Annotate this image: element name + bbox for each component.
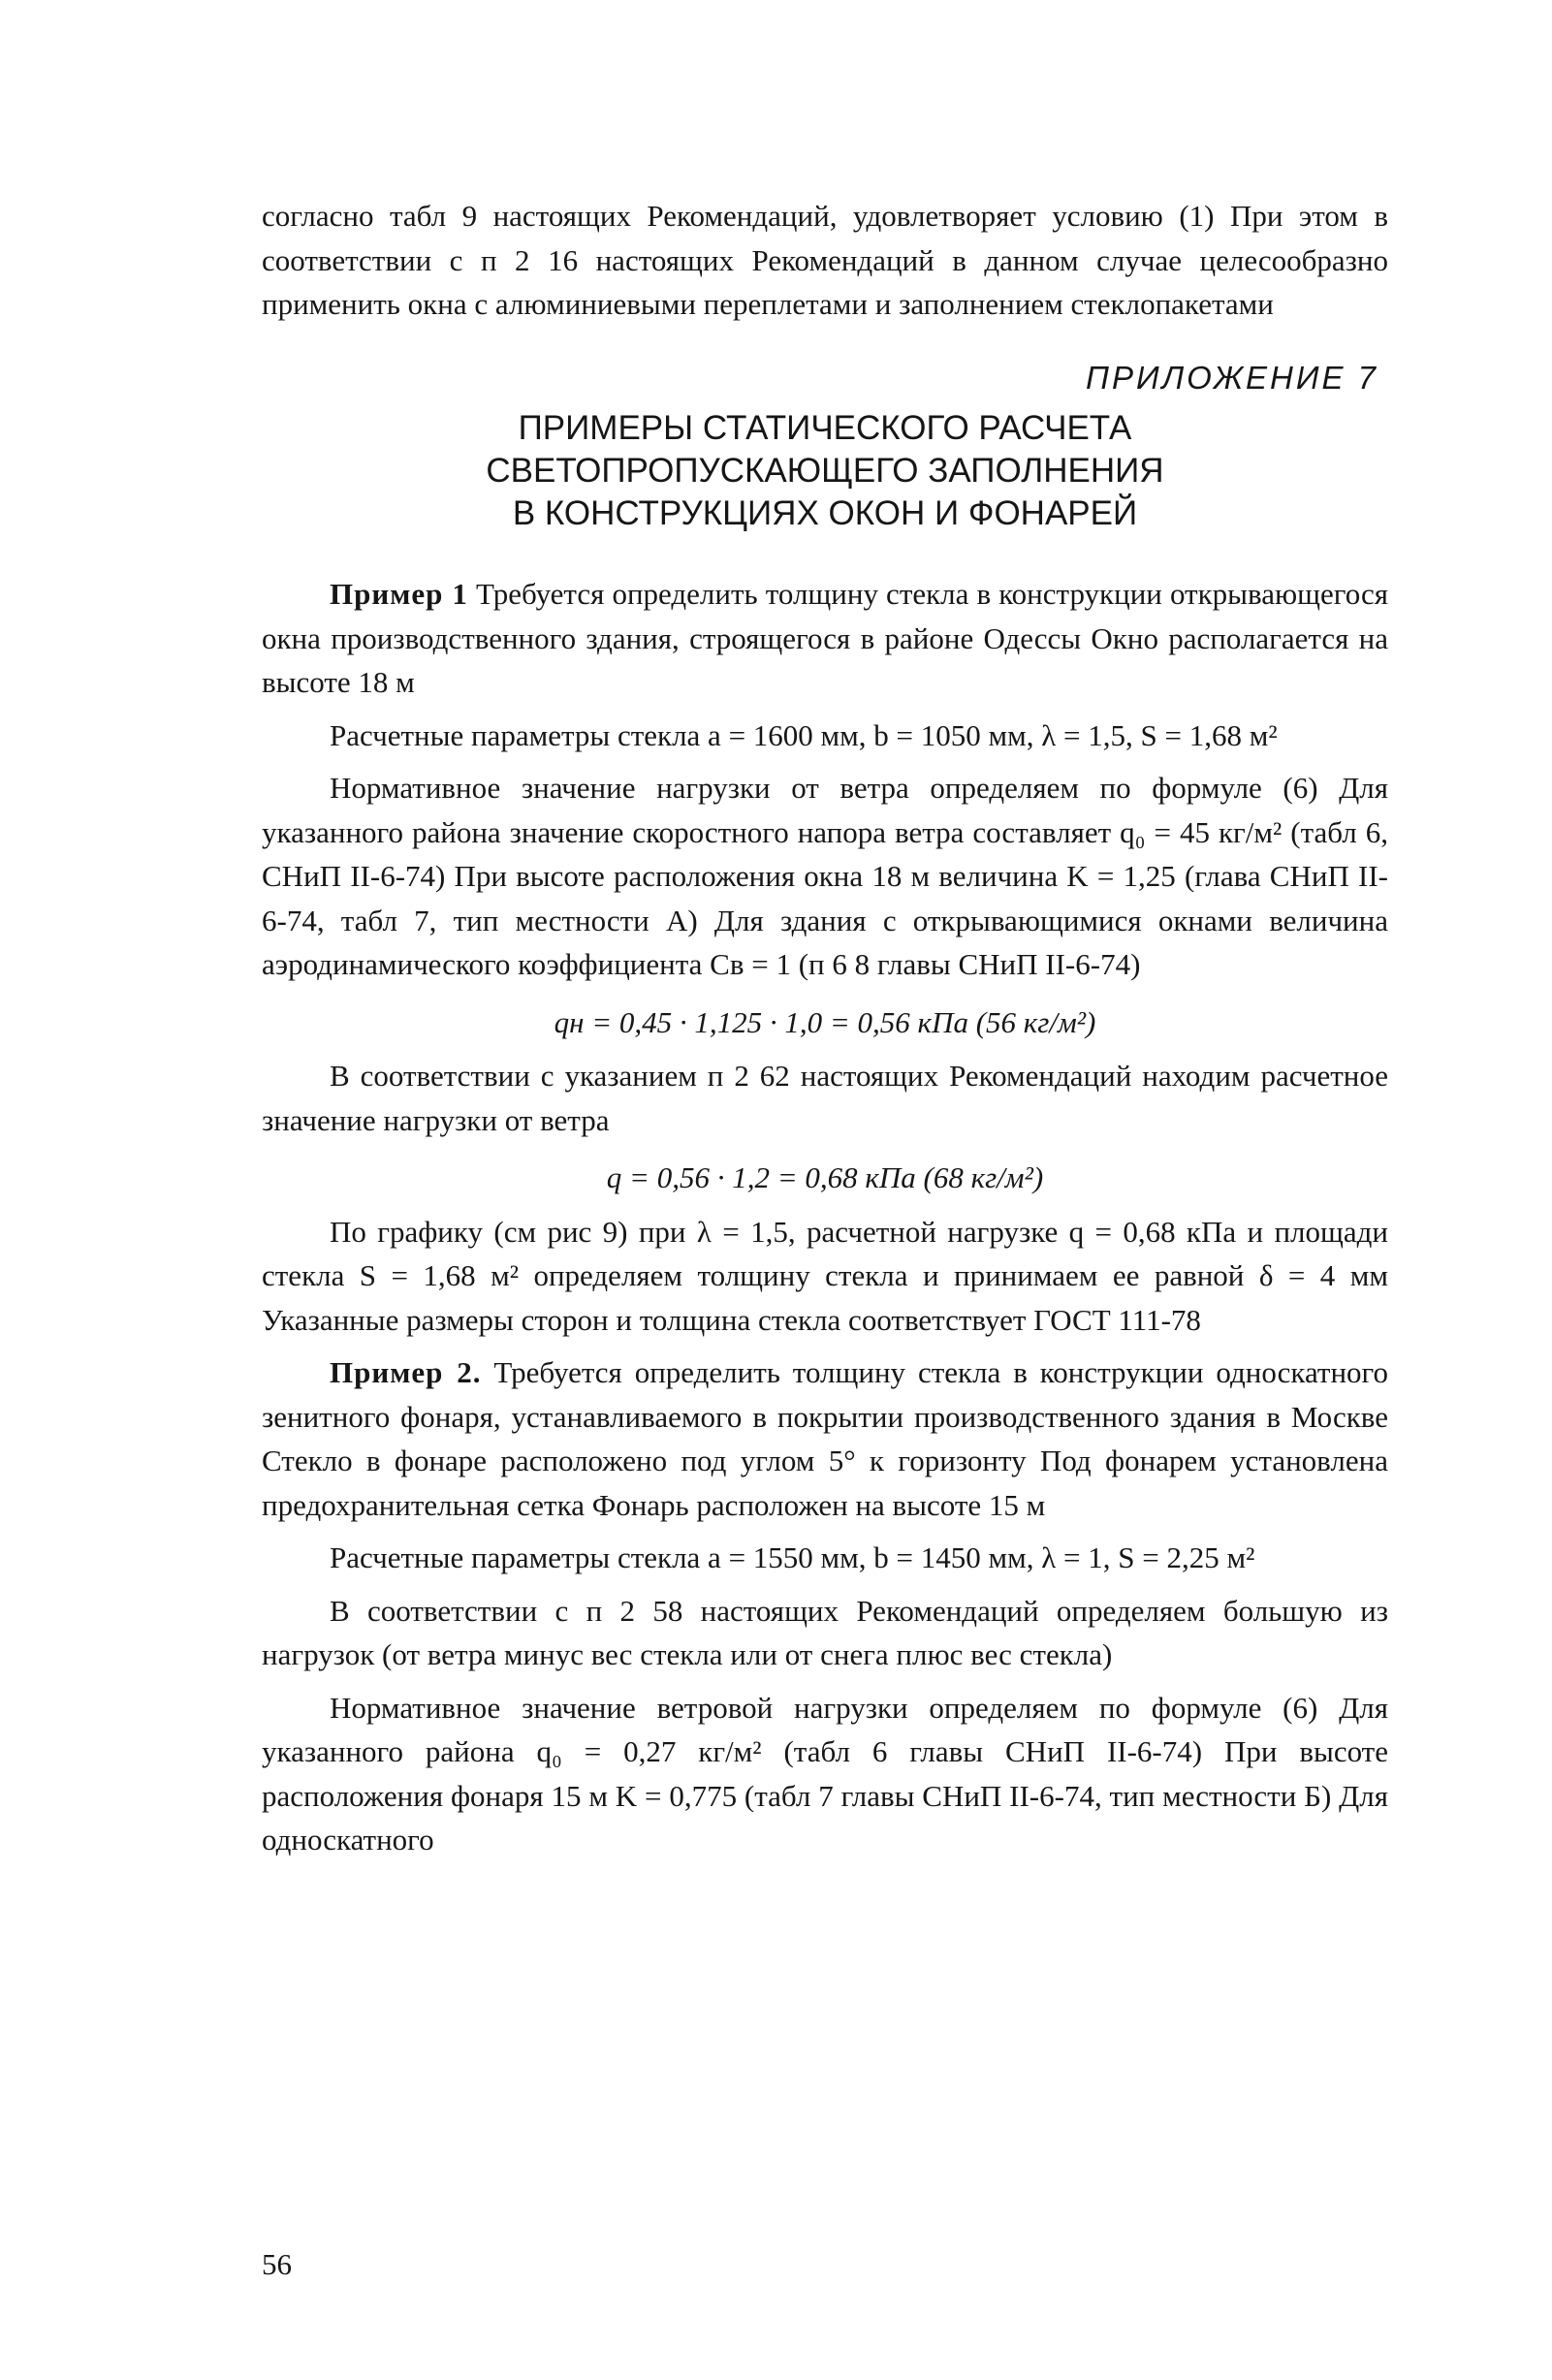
- paragraph-continuation: согласно табл 9 настоящих Рекомендаций, удовлетворяет условию (1) При этом в соответствии с п 2 16 настоящих Рекомендаций в данном случае целесообразно применить окна с алюминиевыми переплетами и заполнением стеклопакетами: [262, 199, 1388, 321]
- heading-line-1: ПРИМЕРЫ СТАТИЧЕСКОГО РАСЧЕТА: [518, 409, 1132, 447]
- example-1-text: Требуется определить толщину стекла в конструкции открывающегося окна производственного здания, строящегося в районе Одессы Окно располагается на высоте 18 м: [262, 577, 1388, 699]
- paragraph-graph-result: По графику (см рис 9) при λ = 1,5, расчетной нагрузке q = 0,68 кПа и площади стекла S = 1,68 м² определяем толщину стекла и принимаем ее равной δ = 4 мм Указанные размеры сторон и толщина стекла соответствует ГОСТ 111-78: [262, 1214, 1388, 1337]
- paragraph-design-value: В соответствии с указанием п 2 62 настоящих Рекомендаций находим расчетное значение нагрузки от ветра: [262, 1059, 1388, 1137]
- equation-design-load: q = 0,56 · 1,2 = 0,68 кПа (68 кг/м²): [606, 1160, 1044, 1194]
- equation-normative-load: qн = 0,45 · 1,125 · 1,0 = 0,56 кПа (56 кг/м²): [554, 1004, 1096, 1039]
- appendix-label: ПРИЛОЖЕНИЕ 7: [1086, 359, 1378, 396]
- paragraph-wind-load-2: Нормативное значение ветровой нагрузки определяем по формуле (6) Для указанного района q₀ = 0,27 кг/м² (табл 6 главы СНиП II-6-74) При высоте расположения фонаря 15 м K = 0,775 (табл 7 главы СНиП II-6-74, тип местности Б) Для односкатного: [262, 1690, 1388, 1856]
- example-2-label: Пример 2.: [330, 1355, 482, 1389]
- section-heading: [262, 407, 1388, 535]
- paragraph-parameters-2: Расчетные параметры стекла a = 1550 мм, b = 1450 мм, λ = 1, S = 2,25 м²: [330, 1540, 1255, 1574]
- heading-line-2: СВЕТОПРОПУСКАЮЩЕГО ЗАПОЛНЕНИЯ: [486, 452, 1164, 490]
- example-2-paragraph: [262, 1350, 1388, 1527]
- example-1-paragraph: [262, 572, 1388, 705]
- paragraph-load-choice: В соответствии с п 2 58 настоящих Рекомендаций определяем большую из нагрузок (от ветра минус вес стекла или от снега плюс вес стекла): [262, 1593, 1388, 1671]
- paragraph-parameters-1: Расчетные параметры стекла a = 1600 мм, b = 1050 мм, λ = 1,5, S = 1,68 м²: [330, 717, 1278, 752]
- heading-line-3: В КОНСТРУКЦИЯХ ОКОН И ФОНАРЕЙ: [512, 494, 1138, 532]
- example-1-label: Пример 1: [330, 577, 468, 611]
- paragraph-wind-load-1: Нормативное значение нагрузки от ветра определяем по формуле (6) Для указанного района значение скоростного напора ветра составляет q₀ = 45 кг/м² (табл 6, СНиП II-6-74) При высоте расположения окна 18 м величина K = 1,25 (глава СНиП II-6-74, табл 7, тип местности А) Для здания с открывающимися окнами величина аэродинамического коэффициента Cв = 1 (п 6 8 главы СНиП II-6-74): [262, 771, 1388, 981]
- text-column: [262, 194, 1388, 1862]
- example-2-text: Требуется определить толщину стекла в конструкции односкатного зенитного фонаря, устанавливаемого в покрытии производственного здания в Москве Стекло в фонаре расположено под углом 5° к горизонту Под фонарем установлена предохранительная сетка Фонарь расположен на высоте 15 м: [262, 1355, 1388, 1522]
- page-number: 56: [262, 2247, 292, 2281]
